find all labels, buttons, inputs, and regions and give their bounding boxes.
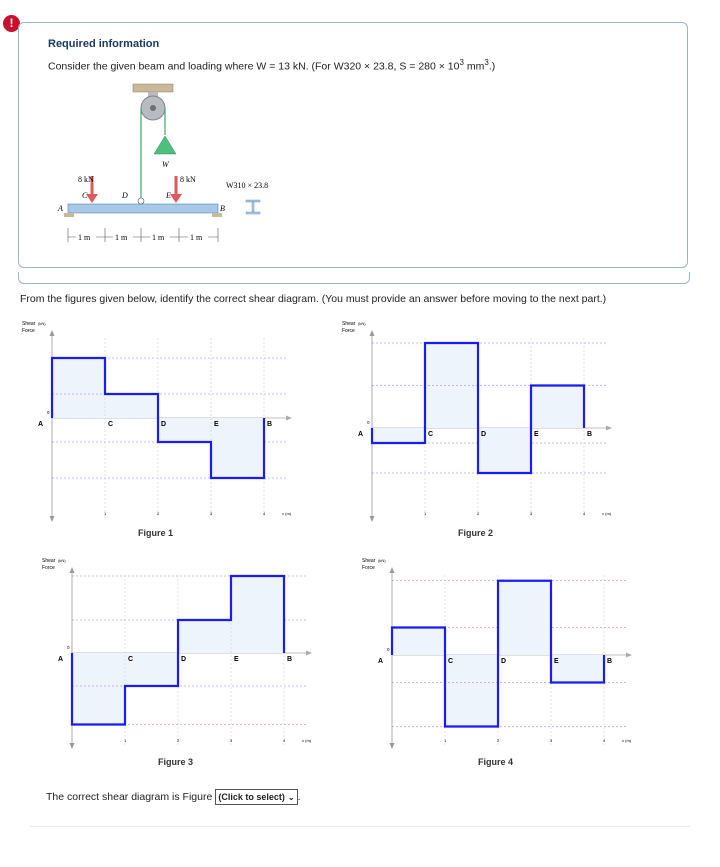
origin-label: 0: [367, 420, 370, 425]
x-axis-arrow: [306, 651, 312, 656]
x-tick-2: 2: [477, 511, 480, 516]
question-text: From the figures given below, identify the correct shear diagram. (You must provide an answer before moving to the next part.): [20, 293, 607, 305]
y-axis-label-top: Shear: [362, 558, 376, 564]
x-tick-3: 3: [210, 511, 213, 516]
answer-row: [46, 789, 300, 805]
x-axis-unit: x (m): [622, 738, 632, 743]
y-axis-arrow: [370, 330, 375, 336]
shear-area: [211, 418, 264, 478]
span-1: 1 m: [78, 233, 91, 242]
x-tick-2: 2: [177, 738, 180, 743]
x-tick-2: 2: [497, 738, 500, 743]
x-tick-4: 4: [603, 738, 606, 743]
section-divider: [18, 272, 690, 284]
problem-statement: Consider the given beam and loading where W = 13 kN. (For W320 × 23.8, $S = 280 \times 10^3$ $mm^3$.): [48, 58, 496, 73]
alert-icon: !: [3, 15, 20, 32]
x-tick-1: 1: [104, 511, 107, 516]
point-label-e: E: [214, 421, 219, 428]
y-axis-unit: (kN): [378, 558, 386, 563]
origin-label: 0: [67, 645, 70, 650]
x-axis-arrow: [286, 416, 292, 421]
point-label-b: B: [267, 421, 273, 428]
section-label: W310 × 23.8: [226, 181, 269, 190]
point-label-a: A: [58, 656, 64, 663]
point-label-d: D: [161, 421, 167, 428]
x-axis-arrow: [626, 653, 632, 658]
x-tick-4: 4: [263, 511, 266, 516]
answer-suffix: .: [297, 791, 301, 803]
figure-caption: Figure 3: [158, 757, 194, 767]
shear-area: [498, 581, 551, 655]
point-label-d: D: [501, 658, 507, 665]
x-axis-unit: x (m): [282, 511, 292, 516]
x-axis-unit: x (m): [602, 511, 612, 516]
chevron-down-icon: ⌄: [287, 792, 295, 802]
point-e: E: [166, 191, 171, 200]
y-axis-label-bottom: Force: [42, 565, 55, 571]
point-label-c: C: [448, 658, 454, 665]
shear-area: [372, 428, 425, 443]
y-axis-unit: (kN): [38, 321, 46, 326]
point-d: D: [122, 191, 128, 200]
y-axis-label-top: Shear: [22, 321, 36, 327]
span-2: 1 m: [115, 233, 128, 242]
point-a: A: [58, 204, 63, 213]
x-tick-1: 1: [424, 511, 427, 516]
y-axis-label-top: Shear: [42, 558, 56, 564]
x-tick-1: 1: [444, 738, 447, 743]
right-load-label: 8 kN: [180, 175, 196, 184]
point-b: B: [220, 204, 225, 213]
left-load-label: 8 kN: [78, 175, 94, 184]
footer-divider: [30, 826, 690, 827]
y-axis-arrow-bottom: [70, 743, 75, 749]
point-label-c: C: [128, 656, 134, 663]
point-label-a: A: [38, 421, 44, 428]
origin-label: 0: [47, 410, 50, 415]
figure-caption: Figure 2: [458, 528, 494, 538]
figure-2-shear-diagram[interactable]: [340, 318, 640, 540]
figure-3-shear-diagram[interactable]: [40, 555, 320, 770]
y-axis-arrow-bottom: [390, 743, 395, 749]
point-label-e: E: [534, 431, 539, 438]
answer-prefix: The correct shear diagram is Figure: [46, 791, 213, 803]
figure-caption: Figure 4: [478, 757, 514, 767]
figure-caption: Figure 1: [138, 528, 174, 538]
shear-area: [551, 655, 604, 683]
x-tick-3: 3: [530, 511, 533, 516]
point-label-b: B: [287, 656, 293, 663]
y-axis-unit: (kN): [358, 321, 366, 326]
x-axis-arrow: [606, 426, 612, 431]
span-3: 1 m: [152, 233, 165, 242]
point-label-c: C: [108, 421, 114, 428]
beam-loading-diagram: [50, 80, 280, 260]
y-axis-arrow-bottom: [370, 516, 375, 522]
y-axis-arrow: [390, 567, 395, 573]
point-label-b: B: [587, 431, 593, 438]
point-label-b: B: [607, 658, 613, 665]
point-label-a: A: [358, 431, 364, 438]
info-title: Required information: [48, 38, 160, 50]
y-axis-arrow: [70, 567, 75, 573]
shear-area: [445, 655, 498, 727]
y-axis-label-bottom: Force: [362, 565, 375, 571]
y-axis-arrow: [50, 330, 55, 336]
x-axis-unit: x (m): [302, 738, 312, 743]
y-axis-unit: (kN): [58, 558, 66, 563]
x-tick-4: 4: [583, 511, 586, 516]
figure-select-dropdown[interactable]: [215, 789, 297, 805]
shear-area: [178, 620, 231, 653]
point-label-e: E: [554, 658, 559, 665]
point-label-d: D: [181, 656, 187, 663]
x-tick-1: 1: [124, 738, 127, 743]
x-tick-3: 3: [550, 738, 553, 743]
point-label-e: E: [234, 656, 239, 663]
origin-label: 0: [387, 647, 390, 652]
shear-area: [392, 628, 445, 656]
x-tick-3: 3: [230, 738, 233, 743]
weight-label: W: [162, 160, 169, 169]
shear-area: [231, 576, 284, 653]
y-axis-arrow-bottom: [50, 516, 55, 522]
span-4: 1 m: [190, 233, 203, 242]
y-axis-label-top: Shear: [342, 321, 356, 327]
shear-area: [105, 394, 158, 418]
y-axis-label-bottom: Force: [22, 328, 35, 334]
x-tick-4: 4: [283, 738, 286, 743]
shear-area: [531, 386, 584, 429]
select-label: (Click to select): [218, 792, 285, 802]
figure-4-shear-diagram[interactable]: [360, 555, 650, 770]
y-axis-label-bottom: Force: [342, 328, 355, 334]
point-label-a: A: [378, 658, 384, 665]
point-label-c: C: [428, 431, 434, 438]
figure-1-shear-diagram[interactable]: [20, 318, 310, 540]
shear-area: [52, 358, 105, 418]
shear-area: [72, 653, 125, 725]
point-c: C: [82, 191, 88, 200]
x-tick-2: 2: [157, 511, 160, 516]
point-label-d: D: [481, 431, 487, 438]
